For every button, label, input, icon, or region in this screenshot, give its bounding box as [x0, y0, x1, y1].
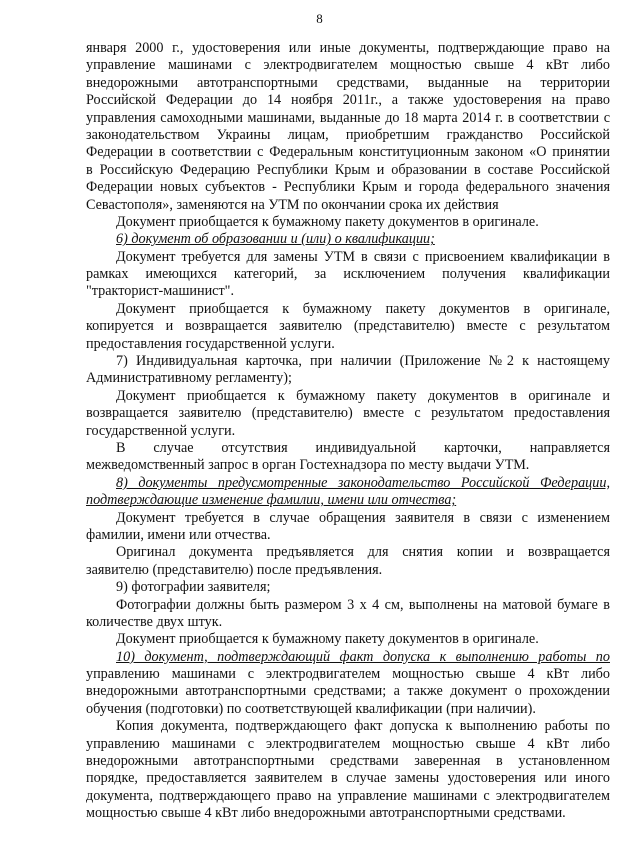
text-line: января 2000 г., удостоверения или иные документы, подтверждающие право на — [86, 40, 610, 56]
text-line: государственной услуги. — [86, 422, 236, 439]
text-line: Документ приобщается к бумажному пакету документов в оригинале. — [116, 631, 539, 648]
text-line: внедорожными автотранспортными средствами заверенная в установленном — [86, 753, 610, 770]
text-line: фамилии, имени или отчества. — [86, 526, 271, 543]
text-line: Документ приобщается к бумажному пакету документов в оригинале и — [116, 387, 610, 404]
page-number: 8 — [316, 11, 323, 26]
text-line: документа, подтверждающего право на управление машинами с электродвигателем — [86, 787, 610, 804]
text-line: В случае отсутствия индивидуальной карточки, направляется — [116, 439, 610, 456]
text-line: Федерации новых субъектов - Республики Крым и города федерального значения — [86, 179, 610, 196]
text-line: предоставления государственной услуги. — [86, 335, 335, 352]
text-line: Федерации в соответствии с Федеральным конституционным законом «О принятии — [86, 144, 610, 161]
text-line: порядке, предоставляется заявителем в случае замены удостоверения или иного — [86, 770, 610, 787]
text-line: Российской Федерации до 14 ноября 2011г., а также удостоверения на право — [86, 92, 610, 109]
text-line: управлению машинами с электродвигателем мощностью свыше 4 кВт либо — [86, 666, 610, 683]
text-line: управления самоходными машинами, выданные до 18 марта 2014 г. в соответствии с — [86, 109, 610, 126]
text-line: внедорожными автотранспортными средствами, выданные на территории — [86, 74, 610, 91]
text-line: мощностью свыше 4 кВт либо внедорожными автотранспортными средствами. — [86, 805, 566, 822]
text-line: межведомственный запрос в орган Гостехнадзора по месту выдачи УТМ. — [86, 457, 530, 474]
text-line: Копия документа, подтверждающего факт допуска к выполнению работы по — [116, 718, 610, 735]
text-line: Документ приобщается к бумажному пакету документов в оригинале, — [116, 300, 610, 317]
text-line: 9) фотографии заявителя; — [116, 579, 271, 596]
text-line: Документ приобщается к бумажному пакету документов в оригинале. — [116, 213, 539, 230]
text-line: Фотографии должны быть размером 3 х 4 см, выполнены на матовой бумаге в — [116, 596, 610, 613]
text-line: Документ требуется для замены УТМ в связи с присвоением квалификации в — [116, 248, 610, 265]
text-line: обучения (подготовки) по соответствующей квалификации (при наличии). — [86, 700, 536, 717]
text-line: Севастополя», заменяются на УТМ по окончании срока их действия — [86, 196, 499, 213]
text-line: 10) документ, подтверждающий факт допуска к выполнению работы по — [116, 648, 610, 665]
text-line: Документ требуется в случае обращения заявителя в связи с изменением — [116, 509, 610, 526]
text-line: внедорожными автотранспортными средствами; а также документ о прохождении — [86, 683, 610, 700]
document-body — [86, 40, 610, 823]
text-line: возвращается заявителю (представителю) вместе с результатом предоставления — [86, 405, 610, 422]
text-line: "тракторист-машинист". — [86, 283, 234, 300]
text-line: 8) документы предусмотренные законодательство Российской Федерации, — [116, 474, 610, 491]
text-line: рамках имеющихся категорий, за исключением получения квалификации — [86, 266, 610, 283]
text-line: Административному регламенту); — [86, 370, 292, 387]
text-line: заявителю (представителю) после предъявления. — [86, 561, 383, 578]
text-line: законодательством Украины лицам, приобретшим гражданство Российской — [86, 126, 610, 143]
text-line: подтверждающие изменение фамилии, имени или отчества; — [86, 492, 457, 509]
text-line: управление машинами с электродвигателем мощностью свыше 4 кВт либо — [86, 57, 610, 74]
text-line: в Российскую Федерацию Республики Крым и образовании в составе Российской — [86, 161, 610, 178]
text-line: копируется и возвращается заявителю (представителю) вместе с результатом — [86, 318, 610, 335]
text-line: Оригинал документа предъявляется для снятия копии и возвращается — [116, 544, 610, 561]
text-line: управлению машинами с электродвигателем мощностью свыше 4 кВт либо — [86, 735, 610, 752]
text-line: количестве двух штук. — [86, 613, 223, 630]
text-line: 7) Индивидуальная карточка, при наличии (Приложение №2 к настоящему — [116, 353, 610, 370]
text-line: 6) документ об образовании и (или) о квалификации; — [116, 231, 435, 248]
